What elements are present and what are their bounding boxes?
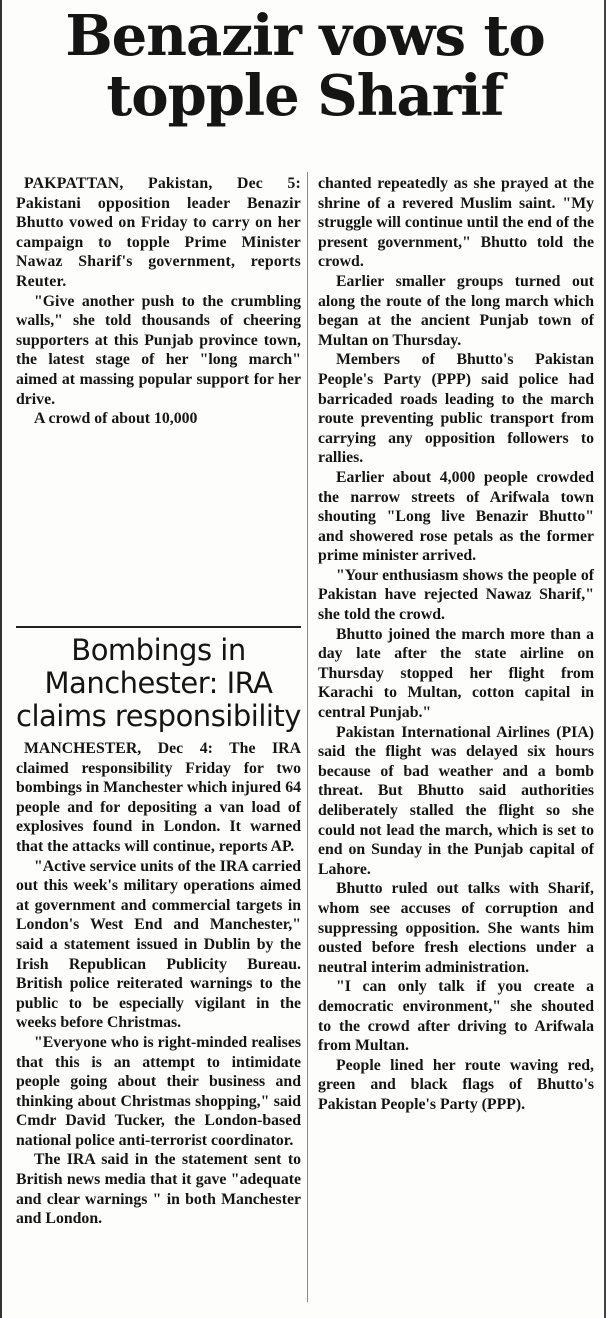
main-headline: Benazir vows to topple Sharif (65, 3, 545, 129)
story1-continuation-paragraph: People lined her route waving red, green and black flags of Bhutto's Pakistan People's Party (PPP). (318, 1056, 594, 1113)
story1-paragraph: PAKPATTAN, Pakistan, Dec 5: Pakistani opposition leader Benazir Bhutto vowed on Friday to carry on her campaign to topple Prime Minister Nawaz Sharif's government, reports Reuter. (16, 175, 301, 290)
story2 (16, 634, 301, 1229)
story1-continuation-paragraph: Bhutto joined the march more than a day late after the state airline on Thursday stopped her flight from Karachi to Multan, cotton capital in central Punjab." (318, 625, 594, 722)
column-divider (307, 172, 308, 1302)
right-column (318, 174, 594, 1115)
story2-paragraph: "Everyone who is right-minded realises that this is an attempt to intimidate people going about their business and thinking about Christmas shopping," said Cmdr David Tucker, the London-based national police anti-terrorist coordinator. (16, 1033, 301, 1149)
story-separator-rule (16, 626, 301, 628)
story1-continuation-paragraph: Pakistan International Airlines (PIA) said the flight was delayed six hours because of bad weather and a bomb threat. But Bhutto said authorities deliberately stalled the flight so she could not lead the march, which is set to end on Sunday in the Punjab capital of Lahore. (318, 723, 594, 878)
story1-continuation-paragraph: "I can only talk if you create a democratic environment," she shouted to the crowd after driving to Arifwala from Multan. (318, 978, 594, 1055)
story1-continuation-paragraph: "Your enthusiasm shows the people of Pakistan have rejected Nawaz Sharif," she told the crowd. (318, 566, 594, 624)
story1-continuation-paragraph: Bhutto ruled out talks with Sharif, whom see accuses of corruption and suppressing opposition. She wants him ousted before fresh elections under a neutral interim administration. (318, 880, 594, 976)
left-column (16, 174, 301, 1228)
story2-paragraph: "Active service units of the IRA carried out this week's military operations aimed at government and commercial targets in London's West End and Manchester," said a statement issued in Dublin by the Irish Republican Publicity Bureau. British police reiterated warnings to the public to be especially vigilant in the weeks before Christmas. (16, 857, 301, 1032)
story2-paragraph: The IRA said in the statement sent to British news media that it gave "adequate and clear warnings " in both Manchester and London. (16, 1151, 301, 1228)
story2-subheadline: Bombings in Manchester: IRA claims responsibility (16, 633, 301, 733)
story1-continuation-paragraph: Earlier about 4,000 people crowded the narrow streets of Arifwala town shouting "Long live Benazir Bhutto" and showered rose petals as the former prime minister arrived. (318, 468, 594, 565)
story1-paragraph: A crowd of about 10,000 (34, 410, 198, 428)
story1-continuation-paragraph: Members of Bhutto's Pakistan People's Party (PPP) said police had barricaded roads leading to the march route preventing public transport from carrying any opposition followers to rallies. (318, 351, 594, 467)
story1-continuation-paragraph: chanted repeatedly as she prayed at the shrine of a revered Muslim saint. "My struggle will continue until the end of the present government," Bhutto told the crowd. (318, 175, 595, 271)
story1-paragraph: "Give another push to the crumbling walls," she told thousands of cheering supporters at this Punjab province town, the latest stage of her "long march" aimed at massing popular support for her drive. (16, 292, 301, 408)
story1-continuation-paragraph: Earlier smaller groups turned out along the route of the long march which began at the ancient Punjab town of Multan on Thursday. (318, 272, 594, 349)
story2-paragraph: MANCHESTER, Dec 4: The IRA claimed responsibility Friday for two bombings in Manchester which injured 64 people and for depositing a van load of explosives found in London. It warned that the attacks will continue, reports AP. (16, 740, 301, 855)
